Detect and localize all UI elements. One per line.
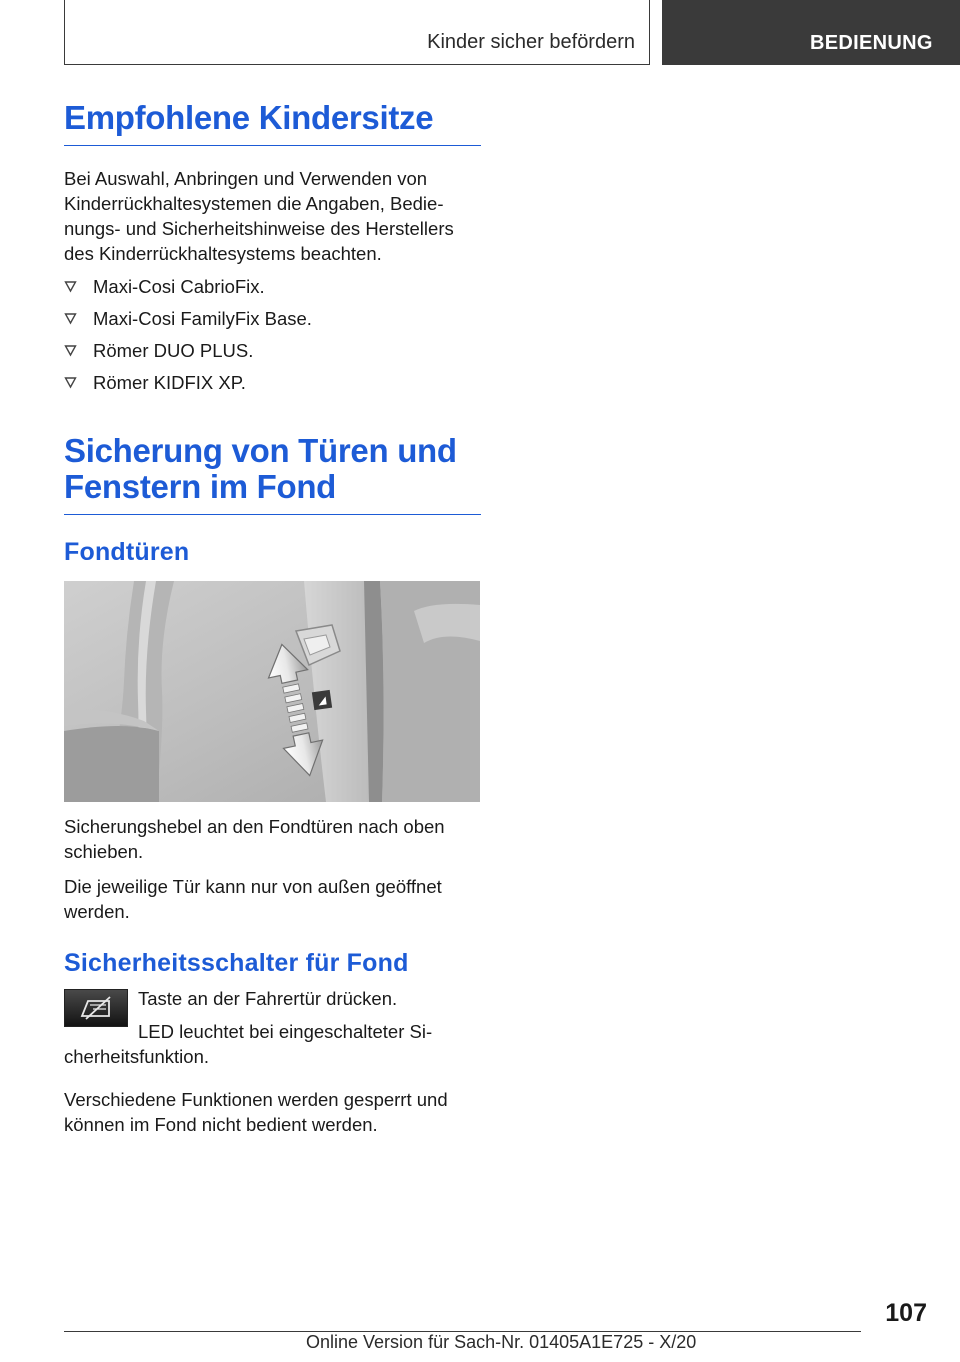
list-item [64, 306, 481, 331]
triangle-bullet-icon [64, 344, 77, 357]
header-section-box [64, 0, 650, 65]
kindersitze-list [64, 274, 481, 395]
triangle-bullet-icon [64, 280, 77, 293]
page-number: 107 [885, 1299, 927, 1327]
header-section-title: Kinder sicher befördern [427, 31, 635, 53]
content-column [64, 100, 481, 1137]
triangle-bullet-icon [64, 312, 77, 325]
list-item-text: Römer KIDFIX XP. [93, 372, 246, 393]
fondtueren-caption: Sicherungshebel an den Fondtüren nach oben schieben. [64, 816, 445, 862]
heading-fondtueren: Fondtüren [64, 538, 190, 566]
footer-text: Online Version für Sach-Nr. 01405A1E725 - X/20 [306, 1332, 697, 1352]
list-item-text: Maxi-Cosi FamilyFix Base. [93, 308, 312, 329]
header-chapter-box [662, 0, 960, 65]
list-item [64, 338, 481, 363]
list-item [64, 274, 481, 299]
list-item [64, 370, 481, 395]
heading-kindersitze: Empfohlene Kindersitze [64, 100, 481, 146]
triangle-bullet-icon [64, 376, 77, 389]
list-item-text: Maxi-Cosi CabrioFix. [93, 276, 265, 297]
window-lock-button-icon [64, 989, 128, 1027]
fondtueren-note: Die jeweilige Tür kann nur von außen geöffnet werden. [64, 876, 442, 922]
sicherheitsschalter-line1: Taste an der Fahrertür drücken. [138, 988, 398, 1009]
header-chapter-title: BEDIENUNG [810, 32, 933, 54]
sicherheitsschalter-line2: LED leuchtet bei eingeschalteter Sicherheitsfunktion. [64, 1021, 433, 1067]
heading-sicherheitsschalter: Sicherheitsschalter für Fond [64, 949, 409, 977]
door-lock-lever-photo [64, 581, 480, 802]
heading-sicherung: Sicherung von Türen und Fenstern im Fond [64, 433, 481, 515]
list-item-text: Römer DUO PLUS. [93, 340, 254, 361]
kindersitze-intro: Bei Auswahl, Anbringen und Verwenden von Kinderrückhaltesystemen die Angaben, Bedienungs- und Sicherheitshinweise des Herstellers des Kinderrückhaltesystems beachten. [64, 168, 454, 264]
sicherheitsschalter-block [64, 986, 481, 1077]
sicherheitsschalter-note: Verschiedene Funktionen werden gesperrt und können im Fond nicht bedient werden. [64, 1089, 448, 1135]
